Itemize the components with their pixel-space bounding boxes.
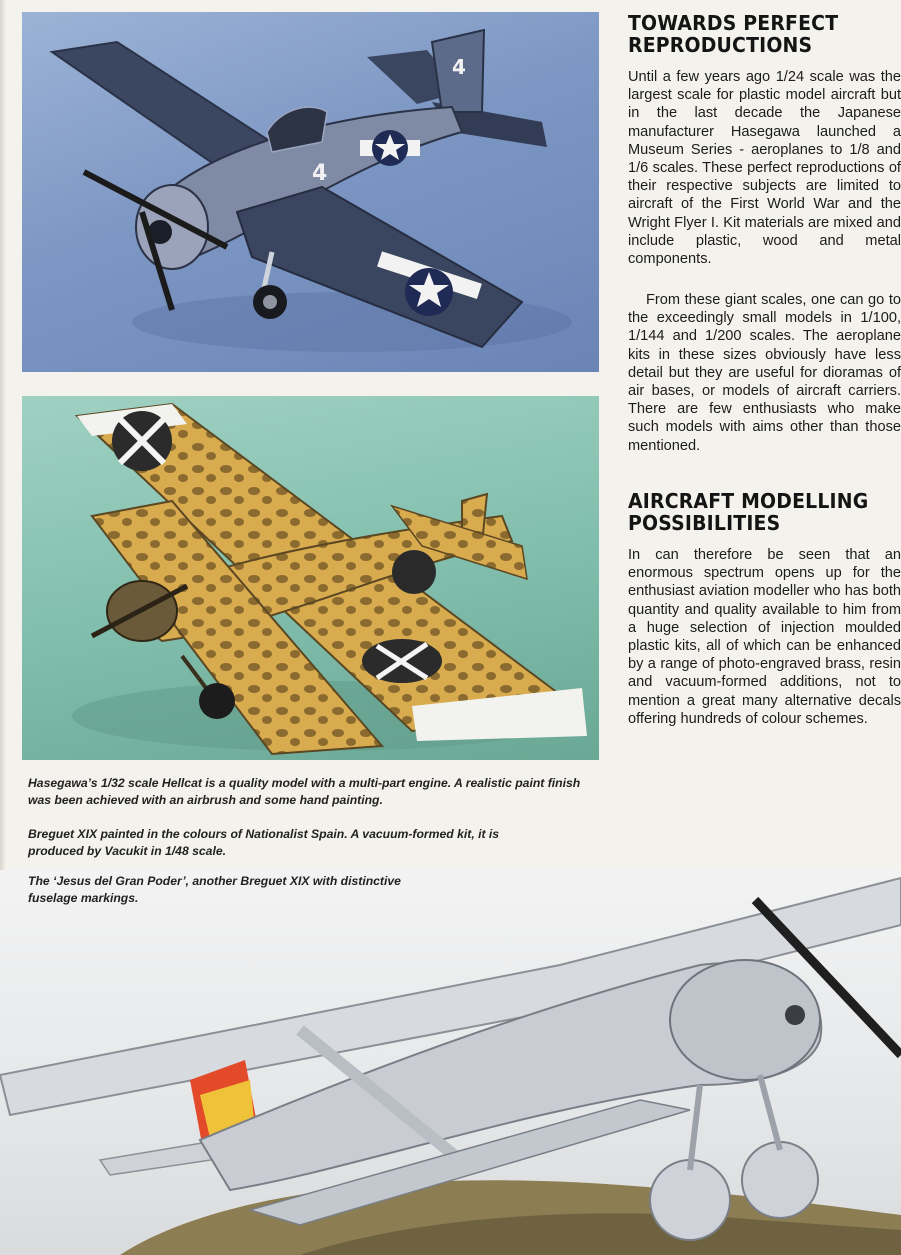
hellcat-model-photo xyxy=(22,12,599,372)
caption-jesus-del-gran-poder: The ‘Jesus del Gran Poder’, another Breguet XIX with distinctive fuselage markings. xyxy=(28,874,401,905)
paragraph-small-scales: From these giant scales, one can go to the exceedingly small models in 1/100, 1/144 and 1/200 scales. The aeroplane kits in these sizes obviously have less detail but they are useful for dioramas of air bases, or models of aircraft carriers. There are few enthusiasts who make such models with aims other than those mentioned. xyxy=(628,292,901,454)
jesus-del-gran-poder-model-photo xyxy=(0,870,901,1255)
caption-breguet: Breguet XIX painted in the colours of Nationalist Spain. A vacuum-formed kit, it is produced by Vacukit in 1/48 scale. xyxy=(28,827,500,858)
hellcat-tail-number: 4 xyxy=(452,55,466,79)
heading-aircraft-modelling-possibilities: AIRCRAFT MODELLING POSSIBILITIES xyxy=(628,489,869,535)
hellcat-nose-number: 4 xyxy=(312,161,328,186)
breguet-illustration xyxy=(22,396,599,760)
breguet-xix-model-photo xyxy=(22,396,599,760)
paragraph-modelling-spectrum: In can therefore be seen that an enormous spectrum opens up for the enthusiast aviation modeller who has both quantity and quality available to him from a huge selection of injection moulded plastic kits, all of which can be enhanced by a range of photo-engraved brass, resin and vacuum-formed additions, not to mention a great many alternative decals offering hundreds of colour schemes. xyxy=(628,547,901,727)
paragraph-scales-museum-series: Until a few years ago 1/24 scale was the largest scale for plastic model aircraft but in the last decade the Japanese manufacturer Hasegawa launched a Museum Series - aeroplanes to 1/8 and 1/6 scales. These perfect reproductions of their respective subjects are limited to aircraft of the First World War and the Wright Flyer I. Kit materials are mixed and include plastic, wood and metal components. xyxy=(628,69,901,268)
jesus-illustration xyxy=(0,870,901,1255)
hellcat-illustration xyxy=(22,12,599,372)
heading-towards-perfect-reproductions: TOWARDS PERFECT REPRODUCTIONS xyxy=(628,11,839,57)
caption-hellcat: Hasegawa’s 1/32 scale Hellcat is a quality model with a multi-part engine. A realistic paint finish was been achieved with an airbrush and some hand painting. xyxy=(28,776,581,807)
